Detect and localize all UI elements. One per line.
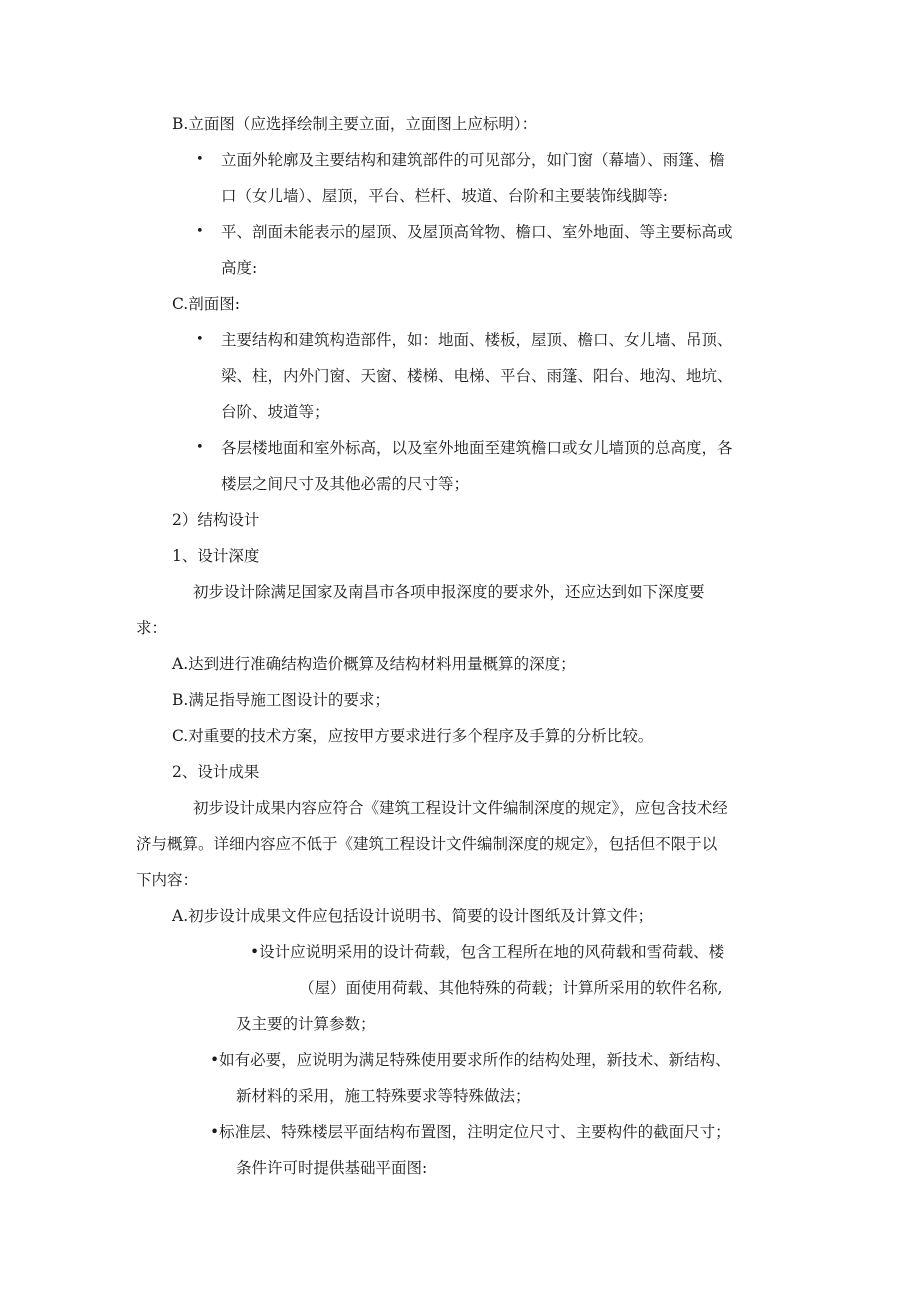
section-heading: C.剖面图:	[172, 295, 240, 313]
section-bullet-1-line-3: 台阶、坡道等；	[221, 403, 330, 421]
section-bullet-2-line-2: 楼层之间尺寸及其他必需的尺寸等；	[221, 475, 470, 493]
bullet-dot-icon: •	[196, 332, 204, 347]
result-bullet-2-line-2: 新材料的采用，施工特殊要求等特殊做法；	[236, 1087, 531, 1105]
section-bullet-2-line-1: 各层楼地面和室外标高，以及室外地面至建筑檐口或女儿墙顶的总高度，各	[221, 439, 733, 457]
result-paragraph-line-3: 下内容：	[136, 871, 199, 889]
result-bullet-3-line-1: •标准层、特殊楼层平面结构布置图，注明定位尺寸、主要构件的截面尺寸；	[210, 1123, 731, 1141]
result-bullet-1-line-2: （屋）面使用荷载、其他特殊的荷载；计算所采用的软件名称,	[299, 979, 723, 997]
result-paragraph-line-1: 初步设计成果内容应符合《建筑工程设计文件编制深度的规定》，应包含技术经	[193, 799, 728, 817]
result-bullet-1-line-3: 及主要的计算参数；	[236, 1015, 376, 1033]
section-bullet-1-line-2: 梁、柱，内外门窗、天窗、楼梯、电梯、平台、雨篷、阳台、地沟、地坑、	[221, 367, 733, 385]
bullet-dot-icon: •	[196, 152, 204, 167]
depth-title: 1、设计深度	[172, 547, 260, 565]
result-item-a: A.初步设计成果文件应包括设计说明书、简要的设计图纸及计算文件；	[172, 907, 654, 925]
result-title: 2、设计成果	[172, 763, 260, 781]
bullet-dot-icon: •	[196, 224, 204, 239]
depth-paragraph-line-1: 初步设计除满足国家及南昌市各项申报深度的要求外，还应达到如下深度要	[193, 583, 705, 601]
elevation-heading: B.立面图（应选择绘制主要立面，立面图上应标明）：	[172, 115, 538, 133]
result-bullet-2-line-1: •如有必要，应说明为满足特殊使用要求所作的结构处理，新技术、新结构、	[210, 1051, 731, 1069]
depth-item-c: C.对重要的技术方案，应按甲方要求进行多个程序及手算的分析比较。	[172, 727, 654, 745]
result-paragraph-line-2: 济与概算。详细内容应不低于《建筑工程设计文件编制深度的规定》，包括但不限于以	[136, 835, 718, 853]
elevation-bullet-1-line-1: 立面外轮廓及主要结构和建筑部件的可见部分，如门窗（幕墙）、雨篷、檐	[221, 151, 725, 169]
elevation-bullet-2-line-2: 高度:	[221, 259, 258, 277]
depth-paragraph-line-2: 求：	[136, 619, 168, 637]
result-bullet-1-line-1: •设计应说明采用的设计荷载，包含工程所在地的风荷载和雪荷载、楼	[250, 943, 725, 961]
elevation-bullet-1-line-2: 口（女儿墙）、屋顶，平台、栏杆、坡道、台阶和主要装饰线脚等:	[221, 187, 668, 205]
result-bullet-3-line-2: 条件许可时提供基础平面图:	[236, 1159, 428, 1177]
depth-item-b: B.满足指导施工图设计的要求；	[172, 691, 390, 709]
elevation-bullet-2-line-1: 平、剖面未能表示的屋顶、及屋顶高耸物、檐口、室外地面、等主要标高或	[221, 223, 733, 241]
section-bullet-1-line-1: 主要结构和建筑构造部件，如：地面、楼板，屋顶、檐口、女儿墙、吊顶、	[221, 331, 733, 349]
bullet-dot-icon: •	[196, 440, 204, 455]
depth-item-a: A.达到进行准确结构造价概算及结构材料用量概算的深度；	[172, 655, 576, 673]
structure-title: 2）结构设计	[172, 511, 260, 529]
